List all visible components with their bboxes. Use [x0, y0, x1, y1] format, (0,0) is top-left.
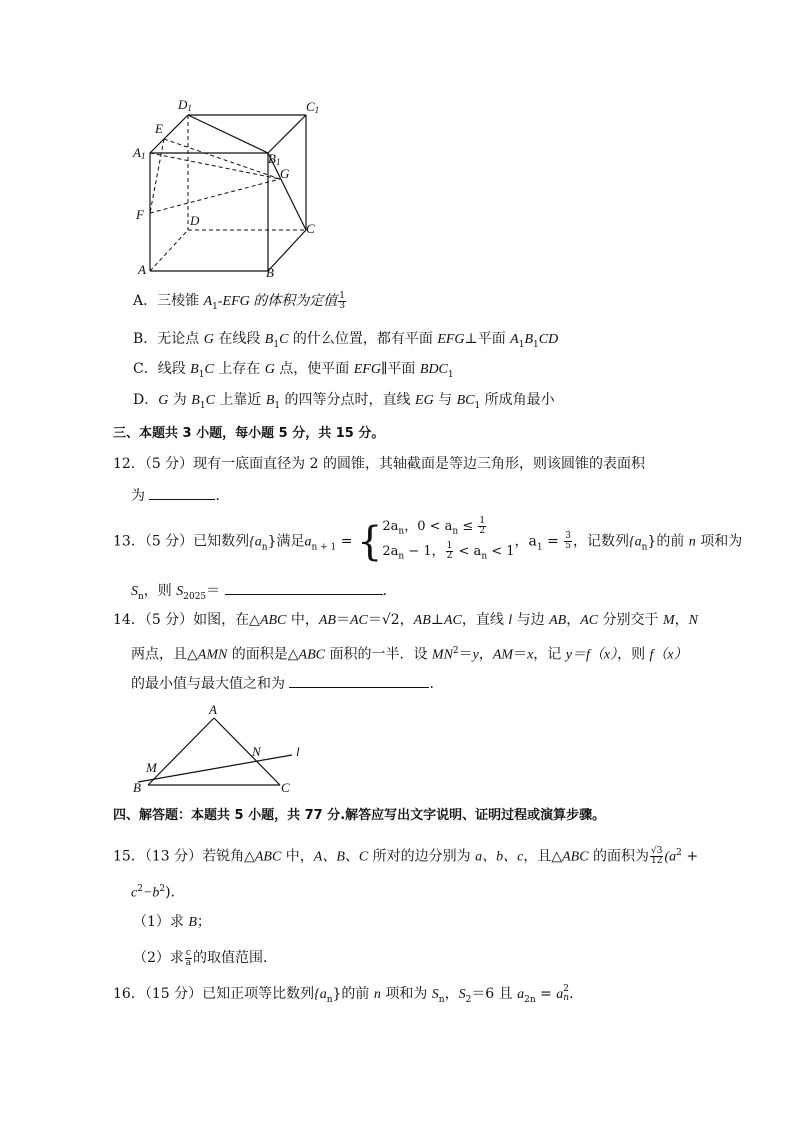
answer-blank[interactable] [149, 485, 215, 500]
line-l [138, 755, 292, 782]
label-e: E [155, 121, 163, 136]
answer-blank[interactable] [289, 673, 429, 688]
label-b: B [266, 265, 274, 280]
fraction: $\frac{1}{3}$ [339, 290, 345, 311]
q15-line2: $c^2-b^2$)． [131, 884, 185, 901]
label-d1: D1 [178, 97, 192, 113]
q16-line1: 16．（15 分）已知正项等比数列$\{a_n\}$的前 n 项和为 $S_n$，$S_2=6$ 且 $a_{2n} = a$ 2 n ． [113, 984, 584, 1005]
q14-line2: 两点，且△AMN 的面积是△ABC 面积的一半．设 $MN^2=y$，AM＝x，记 y＝f（x），则 f（x） [131, 646, 688, 663]
label-c1: C1 [306, 99, 320, 115]
q13-line2: $S_n$，则 $S_{2025}=$ ． [131, 580, 397, 607]
q12-line2: 为 ． [131, 485, 229, 506]
label-f: F [136, 207, 144, 222]
piecewise-cases: $2a_n$，$0 < a_n$ ≤ $\frac{1}{2}$ $2a_n - 1$， $\frac{1}{2}$ < $a_n < 1$ [382, 516, 515, 562]
label-a: A [209, 702, 217, 717]
label-c: C [306, 221, 315, 236]
q11-option-b: B．无论点 G 在线段 $B_1C$ 的什么位置，都有平面 EFG⊥平面 $A_1B_1CD$ [133, 331, 559, 350]
answer-blank[interactable] [225, 580, 383, 595]
label-b1: B1 [268, 151, 281, 167]
label-c: C [281, 780, 290, 795]
q15-line1: 15．（13 分）若锐角△ABC 中，A、B、C 所对的边分别为 a、b、c，且△ABC 的面积为 $\frac{√3}{12}$ ($a^2$ + [113, 846, 699, 867]
cube-figure [130, 95, 330, 285]
side-ac [214, 718, 280, 785]
q11-option-a: A．三棱锥 $A_1$-EFG 的体积为定值 $\frac{1}{3}$ [133, 290, 345, 312]
section-3-heading: 三、本题共 3 小题，每小题 5 分，共 15 分。 [113, 426, 385, 441]
label-n: N [252, 744, 261, 759]
edge-d1b1 [188, 115, 268, 153]
q15-part2: （2）求 $\frac{c}{a}$ 的取值范围． [133, 947, 277, 968]
label-a: A [138, 262, 146, 277]
q11-option-d: D．G 为 $B_1C$ 上靠近 $B_1$ 的四等分点时，直线 EG 与 $BC_1$ 所成角最小 [133, 392, 555, 411]
edge-fg [150, 179, 280, 213]
label-l: l [296, 744, 300, 759]
edge-a1g [150, 153, 280, 179]
q12-line1: 12．（5 分）现有一底面直径为 2 的圆锥，其轴截面是等边三角形，则该圆锥的表面积 [113, 456, 645, 472]
label-a1: A1 [133, 145, 146, 161]
q13-line1: 13．（5 分）已知数列$\{a_n\}$满足$a_{n + 1}$ = { $2a_n$，$0 < a_n$ ≤ $\frac{1}{2}$ $2a_n - 1$， $\frac{1}{2}$ < $a_n < 1$ ，$a_1$ = $\frac{3}{5}$ ，记数列$\{a_n\}$的前 n 项和为 [113, 516, 743, 565]
q15-part1: （1）求 B； [133, 914, 211, 930]
label-m: M [146, 760, 157, 775]
triangle-figure [130, 700, 310, 800]
label-d: D [190, 213, 200, 228]
piecewise-brace: { [356, 518, 383, 565]
q14-line3: 的最小值与最大值之和为 ． [131, 673, 443, 694]
edge-ad [150, 230, 188, 271]
q11-option-c: C．线段 $B_1C$ 上存在 G 点，使平面 EFG∥平面 $BDC_1$ [133, 361, 454, 380]
label-g: G [280, 166, 290, 181]
section-4-heading: 四、解答题：本题共 5 小题，共 77 分.解答应写出文字说明、证明过程或演算步骤。 [113, 808, 606, 823]
q14-line1: 14．（5 分）如图，在△ABC 中，AB＝AC＝√2，AB⊥AC，直线 l 与边 AB，AC 分别交于 M，N [113, 612, 699, 628]
label-b: B [133, 780, 141, 795]
edge-b1c1 [268, 115, 306, 153]
